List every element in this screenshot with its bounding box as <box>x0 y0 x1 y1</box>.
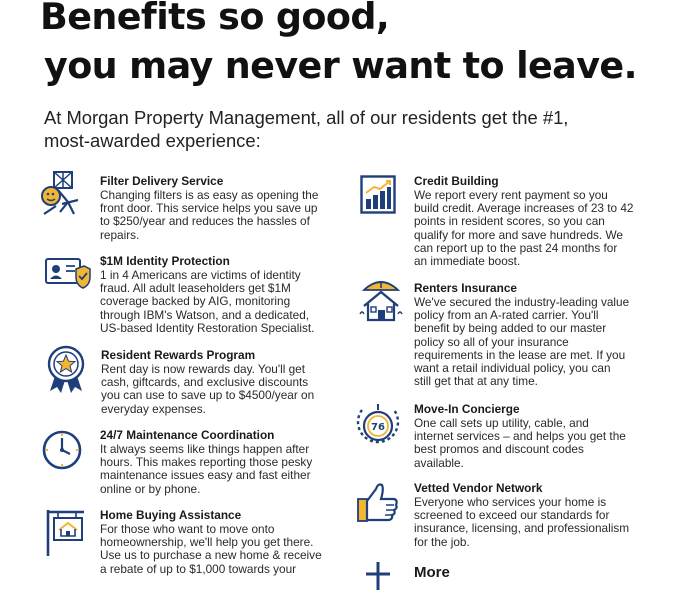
description-line: want a retail individual policy, you can <box>414 361 611 376</box>
dial-concierge-icon <box>354 402 400 448</box>
intro-line-2: most-awarded experience: <box>44 130 261 151</box>
benefit-description <box>414 296 629 388</box>
description-line: One call sets up utility, cable, and <box>414 416 589 430</box>
benefit-description <box>414 496 629 549</box>
description-line: maintenance issues easy and fast either <box>100 468 311 483</box>
headline-line-2: you may never want to leave. <box>44 44 637 87</box>
intro-text <box>44 106 684 152</box>
intro-line-1: At Morgan Property Management, all of our residents get the #1, <box>44 107 569 128</box>
description-line: cash, giftcards, and exclusive discounts <box>101 375 309 390</box>
description-line: screened to exceed our standards for <box>414 508 610 523</box>
description-line: Changing filters is as easy as opening the <box>100 188 319 202</box>
benefit-title: Renters Insurance <box>414 281 517 295</box>
description-line: everyday expenses. <box>101 401 206 416</box>
description-line: requirements in the lease are met. If you <box>414 347 626 362</box>
house-umbrella-icon <box>358 280 404 326</box>
description-line: through IBM's Watson, and a dedicated, <box>100 307 310 322</box>
description-line: qualify for more and save hundreds. We <box>414 227 623 242</box>
description-line: can report up to the past 24 months for <box>414 240 618 255</box>
description-line: homeownership, we'll help you get there. <box>100 535 314 550</box>
benefit-description <box>100 269 314 335</box>
description-line: For those who want to move onto <box>100 522 275 536</box>
description-line: Rent day is now rewards day. You'll get <box>101 362 306 376</box>
description-line: benefit by being added to our master <box>414 321 607 336</box>
description-line: insurance, licensing, and professionalism <box>414 521 630 536</box>
benefit-description <box>100 443 312 496</box>
benefit-title: Home Buying Assistance <box>100 508 242 522</box>
description-line: 1 in 4 Americans are victims of identity <box>100 268 301 282</box>
description-line: coverage backed by AIG, monitoring <box>100 294 291 309</box>
description-line: policy so all of your insurance <box>414 334 569 349</box>
description-line: online or by phone. <box>100 481 201 496</box>
description-line: to $250/year and reduces the hassles of <box>100 214 310 229</box>
benefit-description <box>100 523 322 576</box>
benefit-description <box>101 363 314 416</box>
description-line: We've secured the industry-leading value <box>414 295 630 309</box>
description-line: front door. This service helps you save up <box>100 201 318 216</box>
description-line: policy from an A-rated carrier. You'll <box>414 308 599 323</box>
description-line: repairs. <box>100 227 140 242</box>
description-line: points in resident scores, so you can <box>414 214 605 229</box>
benefit-description <box>100 189 318 242</box>
benefit-description <box>414 189 633 268</box>
benefit-title: Credit Building <box>414 174 499 188</box>
thumbs-up-icon <box>356 481 402 527</box>
benefit-title: More <box>414 564 450 581</box>
delivery-person-icon <box>38 170 88 220</box>
description-line: available. <box>414 455 464 470</box>
benefit-description <box>414 417 626 470</box>
plus-icon <box>364 562 410 608</box>
description-line: internet services – and helps you get the <box>414 429 626 444</box>
benefit-title: Resident Rewards Program <box>101 348 256 362</box>
headline <box>40 0 637 90</box>
description-line: still get that at any time. <box>414 374 538 389</box>
description-line: for the job. <box>414 534 470 549</box>
description-line: It always seems like things happen after <box>100 442 310 456</box>
description-line: fraud. All adult leaseholders get $1M <box>100 281 291 296</box>
description-line: you can use to save up to $4500/year on <box>101 388 315 403</box>
description-line: US-based Identity Restoration Specialist. <box>100 320 315 335</box>
benefit-title: 24/7 Maintenance Coordination <box>100 428 275 442</box>
description-line: a rebate of up to $1,000 towards your <box>100 561 297 576</box>
award-ribbon-icon <box>44 345 90 391</box>
description-line: We report every rent payment so you <box>414 188 608 202</box>
house-sign-icon <box>44 508 90 554</box>
description-line: Everyone who services your home is <box>414 495 607 509</box>
benefit-title: Move-In Concierge <box>414 402 520 416</box>
clock-icon <box>42 428 88 474</box>
svg-text:76: 76 <box>371 422 385 433</box>
bar-chart-icon <box>360 175 406 221</box>
identity-card-shield-icon <box>44 253 90 299</box>
benefit-title: $1M Identity Protection <box>100 254 230 268</box>
description-line: build credit. Average increases of 23 to 42 <box>414 201 634 216</box>
benefit-title: Vetted Vendor Network <box>414 481 543 495</box>
description-line: Use us to purchase a new home & receive <box>100 548 322 563</box>
description-line: best promos and discount codes <box>414 442 584 457</box>
headline-line-1: Benefits so good, <box>40 0 390 38</box>
description-line: hours. This makes reporting those pesky <box>100 455 313 470</box>
description-line: an immediate boost. <box>414 254 521 269</box>
benefit-title: Filter Delivery Service <box>100 174 224 188</box>
